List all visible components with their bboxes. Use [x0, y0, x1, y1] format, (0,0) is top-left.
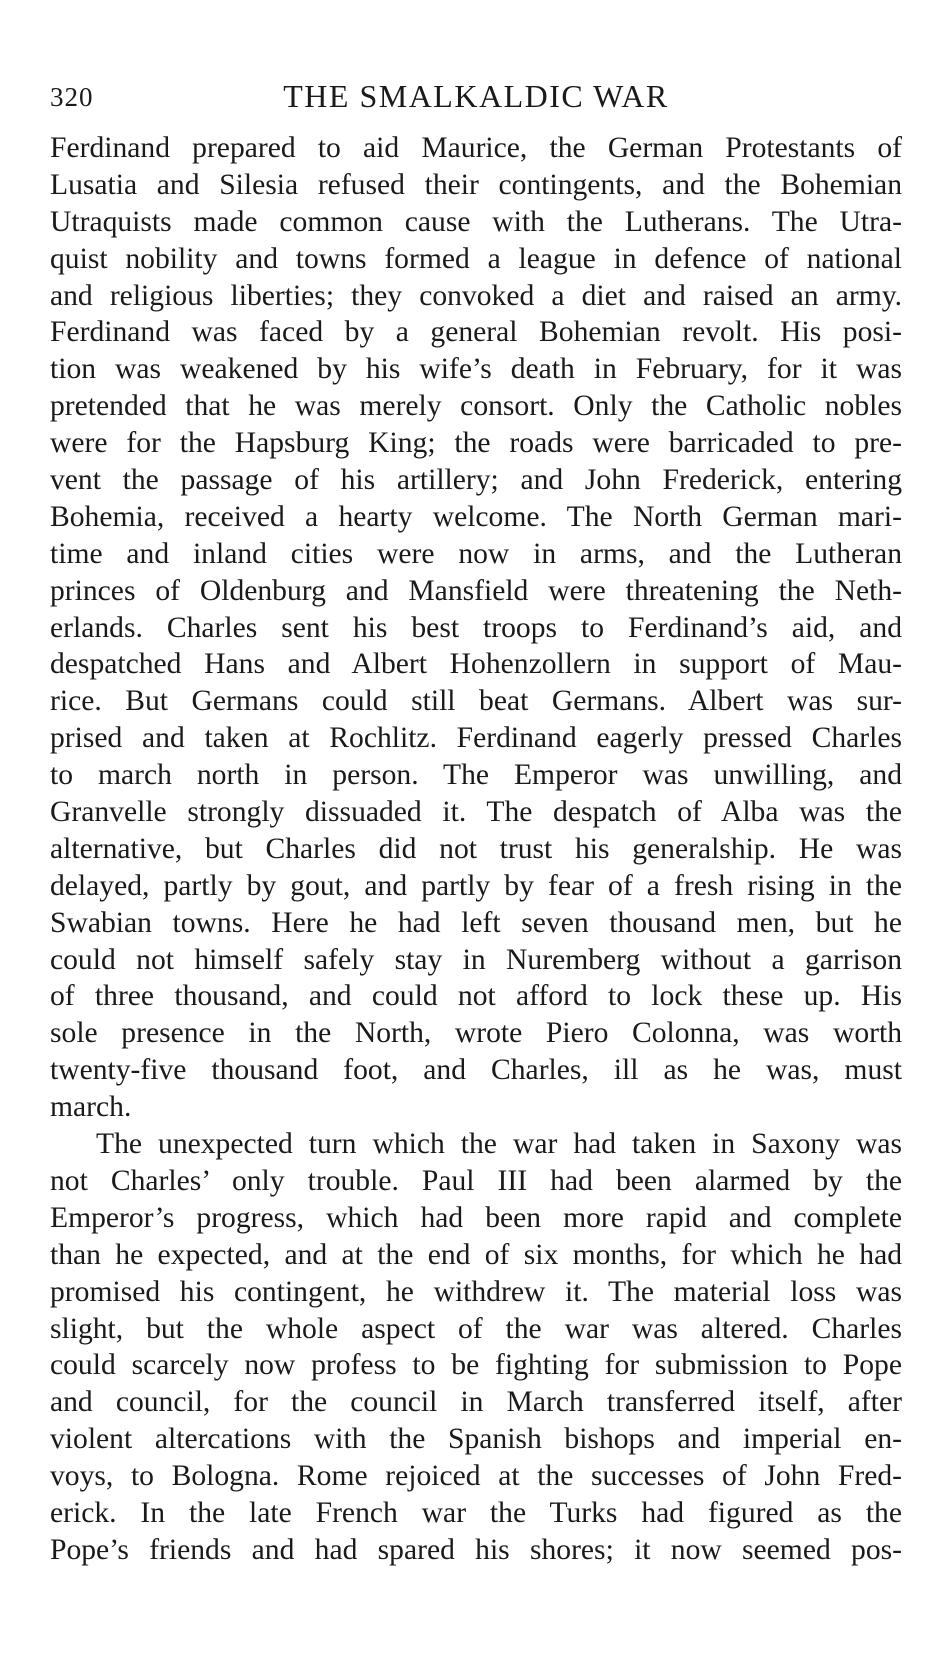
text-line: The unexpected turn which the war had taken in Saxony was	[96, 1128, 902, 1161]
text-line: Ferdinand was faced by a general Bohemian revolt. His posi-	[50, 316, 902, 349]
text-line: could scarcely now profess to be fighting for submission to Pope	[50, 1349, 902, 1382]
running-head	[50, 70, 902, 130]
text-line: and council, for the council in March transferred itself, after	[50, 1386, 902, 1419]
body-text	[50, 130, 902, 1569]
text-line: slight, but the whole aspect of the war was altered. Charles	[50, 1312, 902, 1345]
text-line: could not himself safely stay in Nuremberg without a garrison	[50, 943, 902, 976]
book-page	[50, 70, 902, 1569]
text-line: to march north in person. The Emperor was unwilling, and	[50, 759, 902, 792]
text-line: were for the Hapsburg King; the roads were barricaded to pre-	[50, 427, 902, 460]
text-line: alternative, but Charles did not trust his generalship. He was	[50, 832, 902, 865]
text-line: quist nobility and towns formed a league in defence of national	[50, 242, 902, 275]
text-line: of three thousand, and could not afford to lock these up. His	[50, 980, 902, 1013]
paragraph	[50, 130, 902, 1126]
text-line: erick. In the late French war the Turks had figured as the	[50, 1496, 902, 1529]
text-line: Swabian towns. Here he had left seven thousand men, but he	[50, 906, 902, 939]
text-line: tion was weakened by his wife’s death in February, for it was	[50, 353, 902, 386]
text-line: despatched Hans and Albert Hohenzollern in support of Mau-	[50, 648, 902, 681]
text-line: pretended that he was merely consort. Only the Catholic nobles	[50, 390, 902, 423]
text-line: vent the passage of his artillery; and John Frederick, entering	[50, 464, 902, 497]
page-number: 320	[50, 82, 94, 112]
text-line: Emperor’s progress, which had been more rapid and complete	[50, 1201, 902, 1234]
text-line: rice. But Germans could still beat Germans. Albert was sur-	[50, 685, 902, 718]
text-line: time and inland cities were now in arms, and the Lutheran	[50, 537, 902, 570]
text-line: Utraquists made common cause with the Lutherans. The Utra-	[50, 205, 902, 238]
text-line: Bohemia, received a hearty welcome. The North German mari-	[50, 500, 902, 533]
text-line: not Charles’ only trouble. Paul III had been alarmed by the	[50, 1164, 902, 1197]
text-line: violent altercations with the Spanish bishops and imperial en-	[50, 1423, 902, 1456]
text-line: prised and taken at Rochlitz. Ferdinand eagerly pressed Charles	[50, 722, 902, 755]
text-line: Granvelle strongly dissuaded it. The despatch of Alba was the	[50, 796, 902, 829]
paragraph	[50, 1126, 902, 1569]
text-line: Ferdinand prepared to aid Maurice, the German Protestants of	[50, 132, 902, 164]
text-line: Lusatia and Silesia refused their contingents, and the Bohemian	[50, 168, 902, 201]
text-line: twenty-five thousand foot, and Charles, ill as he was, must	[50, 1054, 902, 1087]
text-line: sole presence in the North, wrote Piero Colonna, was worth	[50, 1017, 902, 1050]
running-title: THE SMALKALDIC WAR	[283, 78, 669, 114]
text-line: voys, to Bologna. Rome rejoiced at the successes of John Fred-	[50, 1460, 902, 1493]
text-line: Pope’s friends and had spared his shores; it now seemed pos-	[50, 1533, 902, 1566]
text-line: march.	[50, 1091, 132, 1124]
text-line: erlands. Charles sent his best troops to Ferdinand’s aid, and	[50, 611, 902, 644]
text-line: princes of Oldenburg and Mansfield were threatening the Neth-	[50, 574, 902, 607]
text-line: delayed, partly by gout, and partly by fear of a fresh rising in the	[50, 869, 902, 902]
text-line: than he expected, and at the end of six months, for which he had	[50, 1238, 902, 1271]
text-line: and religious liberties; they convoked a diet and raised an army.	[50, 279, 902, 312]
text-line: promised his contingent, he withdrew it. The material loss was	[50, 1275, 902, 1308]
